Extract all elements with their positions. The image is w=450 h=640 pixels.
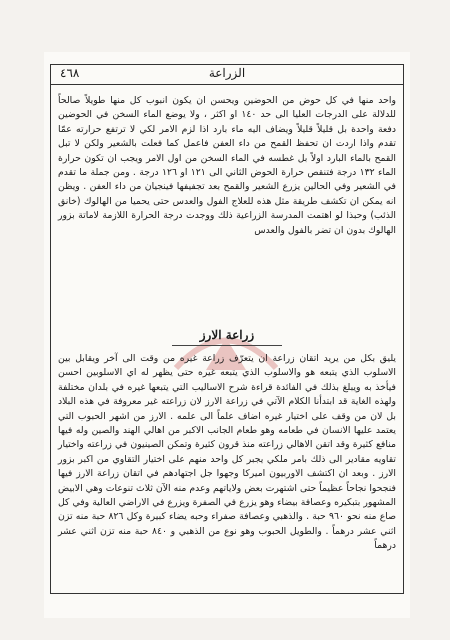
paragraph-1-text: واحد منها في كل حوض من الحوضين ويحسن ان يكون انبوب كل منها طويلاً صالحاً للدلالة على الدرجات العليا الى حد ١٤٠ او اكثر ، ولا يوضع الماء السخن في الحوضين دفعة واحدة بل قليلاً قليلاً ويضاف اليه ماء بارد اذا لزم الامر لكي لا ترتفع حرارته عمّا تقدم واذا اردت ان تحفظ القمح من داء العفن فاعمل كما فعلت بالشعير ولكن لا تبل القمح بالماء البارد اولاً بل غطسه في الماء السخن من اول الامر ويجب ان تكون حرارة الماء ١٣٢ درجة فتنقص حرارة الحوض الثاني الى ١٢١ او ١٢٦ درجة . ومن جملة ما تقدم في الشعير وفي الحالين يزرع الشعير والقمح بعد تجفيفها فينجيان من داء العفن . ويظن انه يمكن ان تكشف طريقة مثل هذه للعلاج الفول والعدس حتى يحميا من الهالوك (خانق الذئب) وحبذا لو اهتمت المدرسة الزراعية ذلك ووجدت درجة الحرارة اللازمة لاماتة بزور الهالوك بدون ان تضر بالفول والعدس: [58, 95, 397, 236]
paragraph-2-text: يليق بكل من يريد اتقان زراعة ان يتعرّف زراعة غيره من وقت الى آخر ويقابل بين الاسلوب الذي يتبعه هو والاسلوب الذي يتبعه غيره حتى يظهر له اي الاسلوبين احسن فيأخذ به ويبلغ بذلك في الفائدة قراءة شرح الاساليب التي يتبعها غيره في بلدان مختلفة ولهذه الغاية قد ابتدأنا الكلام الآتي في زراعة الارز لان زراعته غير معروفة في هذه البلاد بل لان من وقف على اختيار غيره اضاف علماً الى علمه . الارز من اشهر الحبوب التي يعتمد عليها الانسان في طعامه وهو طعام الجانب الاكبر من اهالي الهند والصين وله فيها منافع كثيرة وقد اتقن الاهالي زراعته منذ قرون كثيرة وتمكن الصينيون في زراعته واختيار تقاويه مقادير الى ذلك بامر ملكي يجبر كل واحد منهم على اختيار التقاوي من اكبر بزور الارز . وبعد ان اكتشف الاوربيون اميركا وجهوا جل اجتهادهم في اتقان زراعة الارز فيها فنجحوا نجاحاً عظيماً حتى اشتهرت بعض ولاياتهم وعدم منه الآن ثلاث تنوعات وهي الابيض المشهور بتبكيره وعصافة بيضاء وهو يزرع في الصفرة ويزرع في الاراضي العالية وفي كل صاع منه نحو ٩٦٠ حبة . والذهبي وعصافة صفراء وحبه يضاء كبيرة وكل ٨٢٦ حبة منه تزن اثني عشر درهماً . والطويل الحبوب وهو نوع من الذهبي و ٨٤٠ حبة منه تزن اثني عشر درهماً: [58, 353, 396, 552]
page-number: ٤٦٨: [60, 66, 80, 80]
section-title-rule: [172, 345, 282, 346]
paragraph-2: [58, 352, 396, 554]
book-page: [44, 52, 410, 618]
paragraph-1: [58, 94, 396, 238]
header-rule: [50, 84, 404, 85]
running-title: الزراعة: [208, 66, 246, 80]
section-title: زراعة الارز: [199, 328, 255, 342]
